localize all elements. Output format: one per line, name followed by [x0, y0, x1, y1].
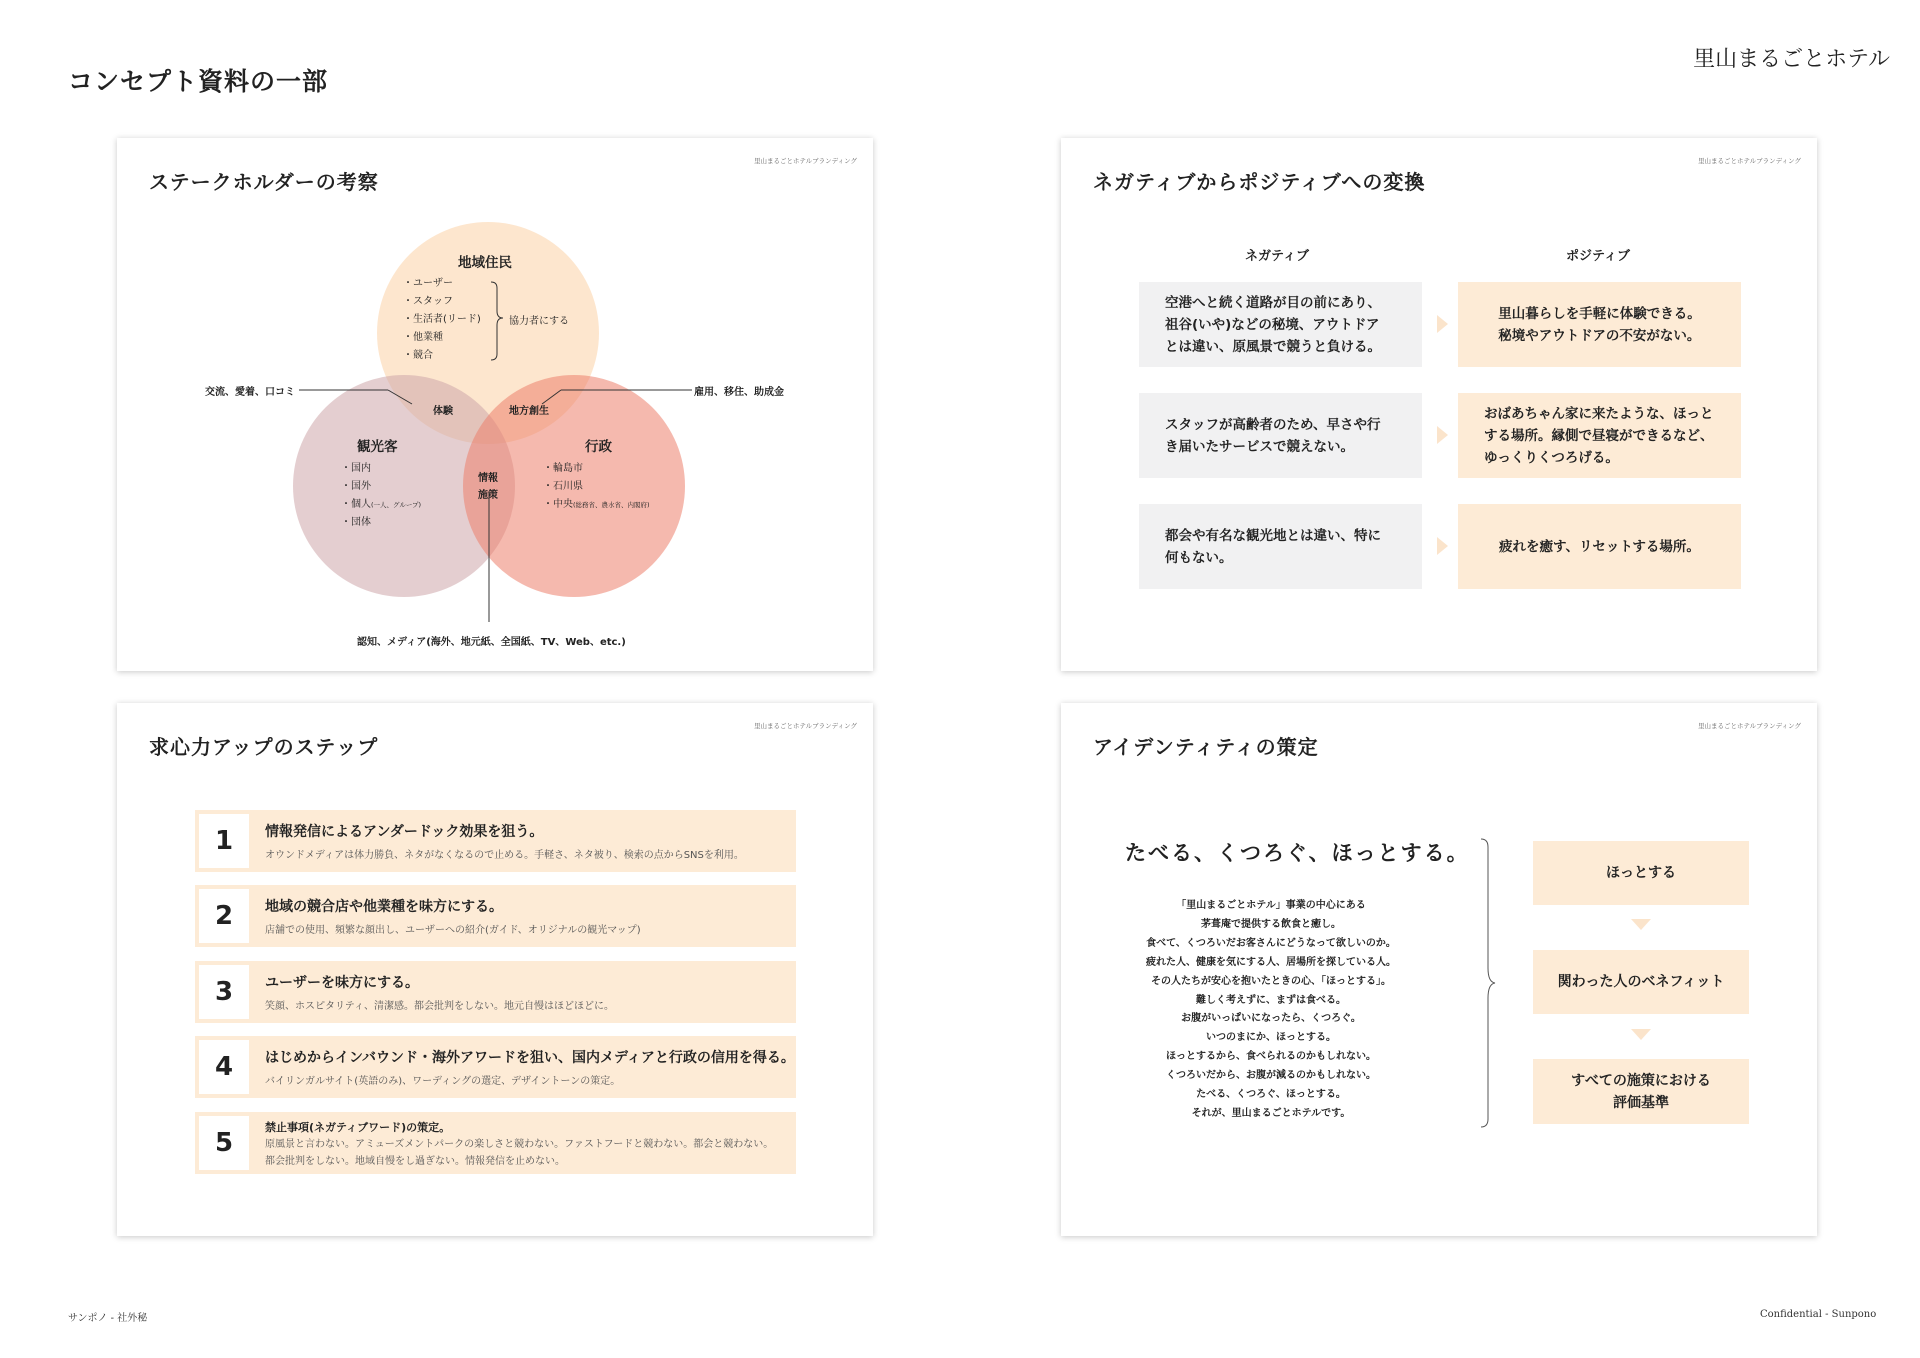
slide-title: 求心力アップのステップ	[149, 735, 379, 759]
venn-external-left: 交流、愛着、口コミ	[205, 387, 295, 398]
footer-confidential-jp: サンポノ - 社外秘	[68, 1313, 148, 1324]
venn-list-tourists: ・国内 ・国外 ・個人(一人、グループ) ・団体	[341, 463, 422, 528]
footer-confidential-en: Confidential - Sunpono	[1760, 1309, 1877, 1320]
step-item	[195, 961, 796, 1023]
slide-title: ステークホルダーの考察	[149, 170, 379, 194]
step-number: 3	[199, 965, 249, 1019]
venn-overlap-experience: 体験	[433, 406, 453, 417]
step-item	[195, 1112, 796, 1174]
identity-statement: 「里山まるごとホテル」事業の中心にある 茅葺庵で提供する飲食と癒し。 食べて、くつろいだお客さんにどうなって欲しいのか。 疲れた人、健康を気にする人、居場所を探している人。 その人たちが安心を抱いたときの心、「ほっとする」。 難しく考えずに、まずは食べる。 お腹がいっぱいになったら、くつろぐ。 いつのまにか、ほっとする。 ほっとするから、食べられるのかもしれない。 くつろいだから、お腹が減るのかもしれない。 たべる、くつろぐ、ほっとする。 それが、里山まるごとホテルです。	[1146, 900, 1396, 1119]
step-title: はじめからインバウンド・海外アワードを狙い、国内メディアと行政の信用を得る。	[265, 1050, 795, 1066]
venn-note-cooperate: 協力者にする	[509, 316, 569, 327]
venn-label-government: 行政	[585, 439, 612, 455]
positive-box: おばあちゃん家に来たような、ほっと する場所。縁側で昼寝ができるなど、 ゆっくりくつろげる。	[1458, 393, 1741, 478]
step-title: 地域の競合店や他業種を味方にする。	[265, 899, 503, 915]
step-number: 4	[199, 1040, 249, 1094]
venn-label-residents: 地域住民	[458, 255, 512, 271]
identity-box: 関わった人のベネフィット	[1533, 950, 1749, 1014]
arrow-down-icon	[1631, 1029, 1651, 1040]
slide-title: アイデンティティの策定	[1093, 735, 1319, 759]
step-description: 原風景と言わない。アミューズメントパークの楽しさと競わない。ファストフードと競わない。都会と競わない。 都会批判をしない。地域自慢をし過ぎない。情報発信を止めない。	[265, 1139, 774, 1167]
step-description: 店舗での使用、頻繁な顔出し、ユーザーへの紹介(ガイド、オリジナルの観光マップ)	[265, 925, 641, 936]
venn-list-government: ・輪島市 ・石川県 ・中央(総務省、農水省、内閣府)	[543, 463, 650, 510]
column-header-negative: ネガティブ	[1245, 249, 1309, 264]
step-number: 1	[199, 814, 249, 868]
negative-box: 空港へと続く道路が目の前にあり、 祖谷(いや)などの秘境、アウトドア とは違い、原風景で競うと負ける。	[1139, 282, 1422, 367]
venn-external-right: 雇用、移住、助成金	[694, 387, 784, 398]
step-description: オウンドメディアは体力勝負、ネタがなくなるので止める。手軽さ、ネタ被り、検索の点からSNSを利用。	[265, 850, 744, 861]
identity-box: すべての施策における 評価基準	[1533, 1059, 1749, 1124]
positive-box: 疲れを癒す、リセットする場所。	[1458, 504, 1741, 589]
step-title: 禁止事項(ネガティブワード)の策定。	[265, 1121, 451, 1134]
brace-icon	[1479, 838, 1503, 1128]
identity-box: ほっとする	[1533, 841, 1749, 905]
slide-title: ネガティブからポジティブへの変換	[1093, 170, 1426, 194]
arrow-right-icon	[1437, 315, 1448, 333]
positive-box: 里山暮らしを手軽に体験できる。 秘境やアウトドアの不安がない。	[1458, 282, 1741, 367]
page-title: コンセプト資料の一部	[68, 67, 329, 96]
step-item	[195, 1036, 796, 1098]
arrow-down-icon	[1631, 919, 1651, 930]
step-item	[195, 885, 796, 947]
venn-overlap-center: 情報 施策	[478, 473, 498, 501]
step-description: 笑顔、ホスピタリティ、清潔感。都会批判をしない。地元自慢はほどほどに。	[265, 1001, 614, 1012]
step-item	[195, 810, 796, 872]
negative-box: スタッフが高齢者のため、早さや行 き届いたサービスで競えない。	[1139, 393, 1422, 478]
identity-tagline: たべる、くつろぐ、ほっとする。	[1125, 841, 1470, 865]
venn-label-tourists: 観光客	[357, 439, 398, 455]
slide-tag: 里山まるごとホテルブランディング	[1697, 157, 1801, 165]
brand-logo: 里山まるごとホテル	[1693, 47, 1890, 72]
slide-conversion	[1061, 138, 1817, 671]
arrow-right-icon	[1437, 426, 1448, 444]
step-title: 情報発信によるアンダードック効果を狙う。	[265, 824, 544, 840]
slide-stakeholders	[117, 138, 873, 671]
venn-connector-lines	[117, 138, 873, 671]
arrow-right-icon	[1437, 537, 1448, 555]
column-header-positive: ポジティブ	[1566, 249, 1630, 264]
negative-box: 都会や有名な観光地とは違い、特に 何もない。	[1139, 504, 1422, 589]
slide-tag: 里山まるごとホテルブランディング	[753, 157, 857, 165]
step-title: ユーザーを味方にする。	[265, 975, 419, 991]
slide-tag: 里山まるごとホテルブランディング	[1697, 722, 1801, 730]
step-number: 2	[199, 889, 249, 943]
slide-identity	[1061, 703, 1817, 1236]
venn-list-residents: ・ユーザー ・スタッフ ・生活者(リード) ・他業種 ・競合	[403, 278, 481, 361]
slide-steps	[117, 703, 873, 1236]
venn-overlap-regional: 地方創生	[509, 406, 549, 417]
slide-tag: 里山まるごとホテルブランディング	[753, 722, 857, 730]
step-number: 5	[199, 1116, 249, 1170]
step-description: バイリンガルサイト(英語のみ)、ワーディングの選定、デザイントーンの策定。	[265, 1076, 621, 1087]
venn-external-bottom: 認知、メディア(海外、地元紙、全国紙、TV、Web、etc.)	[357, 637, 626, 648]
